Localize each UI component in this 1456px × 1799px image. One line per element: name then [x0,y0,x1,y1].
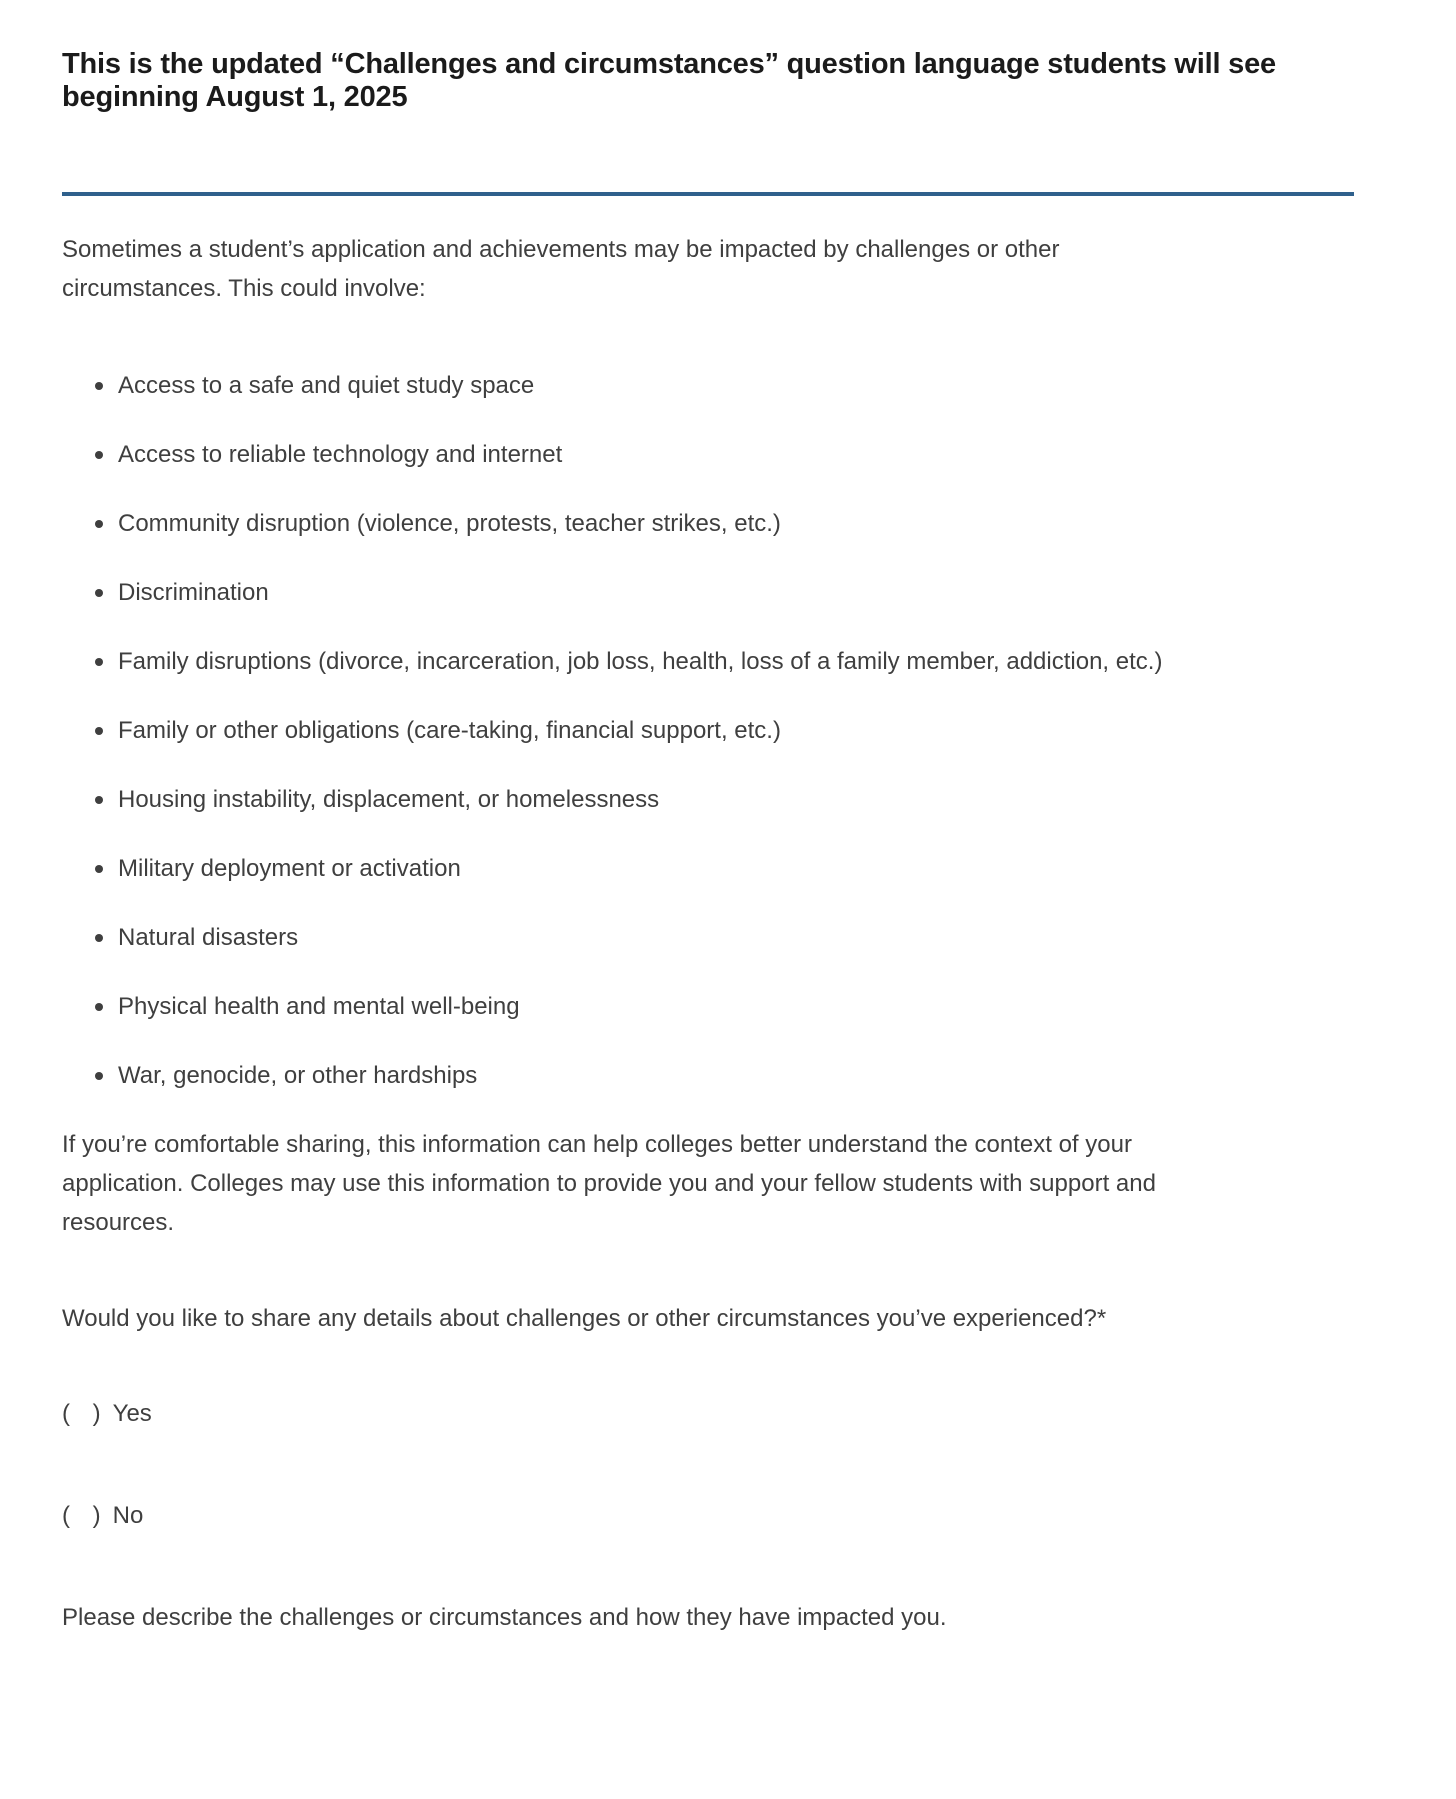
list-item-text: Natural disasters [118,924,299,951]
list-item-text: Discrimination [118,579,269,606]
bullet-icon [95,451,103,459]
bullet-icon [95,934,103,942]
section-divider [62,192,1354,196]
challenge-list [62,366,1272,1095]
describe-prompt: Please describe the challenges or circumstances and how they have impacted you. [62,1604,947,1631]
sharing-info-paragraph: If you’re comfortable sharing, this information can help colleges better understand the context of your application. Colleges may use this information to provide you and your fellow students with support and resources. [62,1131,1156,1236]
option-label: Yes [112,1400,152,1427]
list-item-text: Access to a safe and quiet study space [118,372,535,399]
page-title: This is the updated “Challenges and circumstances” question language students will see beginning August 1, 2025 [62,48,1276,113]
option-label: No [112,1502,144,1529]
list-item [62,435,1212,474]
radio-option-yes[interactable] [62,1394,362,1433]
list-item [62,918,1212,957]
list-item [62,849,1212,888]
bullet-icon [95,382,103,390]
list-item-text: Family disruptions (divorce, incarceration, job loss, health, loss of a family member, addiction, etc.) [118,648,1163,675]
list-item [62,711,1212,750]
list-item [62,780,1212,819]
list-item-text: Family or other obligations (care-taking, financial support, etc.) [118,717,781,744]
bullet-icon [95,520,103,528]
list-item-text: Access to reliable technology and internet [118,441,563,468]
bullet-icon [95,658,103,666]
bullet-icon [95,865,103,873]
list-item [62,642,1212,681]
bullet-icon [95,1003,103,1011]
bullet-icon [95,796,103,804]
question-text: Would you like to share any details about challenges or other circumstances you’ve experienced?* [62,1305,1107,1332]
list-item [62,987,1212,1026]
list-item [62,573,1212,612]
bullet-icon [95,1072,103,1080]
radio-placeholder-icon: ( ) [62,1502,109,1529]
radio-placeholder-icon: ( ) [62,1400,109,1427]
list-item-text: Physical health and mental well-being [118,993,520,1020]
list-item [62,366,1212,405]
radio-option-no[interactable] [62,1496,362,1535]
list-item [62,1056,1212,1095]
bullet-icon [95,727,103,735]
list-item-text: War, genocide, or other hardships [118,1062,478,1089]
intro-paragraph: Sometimes a student’s application and achievements may be impacted by challenges or other circumstances. This could involve: [62,236,1060,302]
bullet-icon [95,589,103,597]
list-item [62,504,1212,543]
list-item-text: Military deployment or activation [118,855,461,882]
list-item-text: Community disruption (violence, protests, teacher strikes, etc.) [118,510,781,537]
list-item-text: Housing instability, displacement, or homelessness [118,786,660,813]
